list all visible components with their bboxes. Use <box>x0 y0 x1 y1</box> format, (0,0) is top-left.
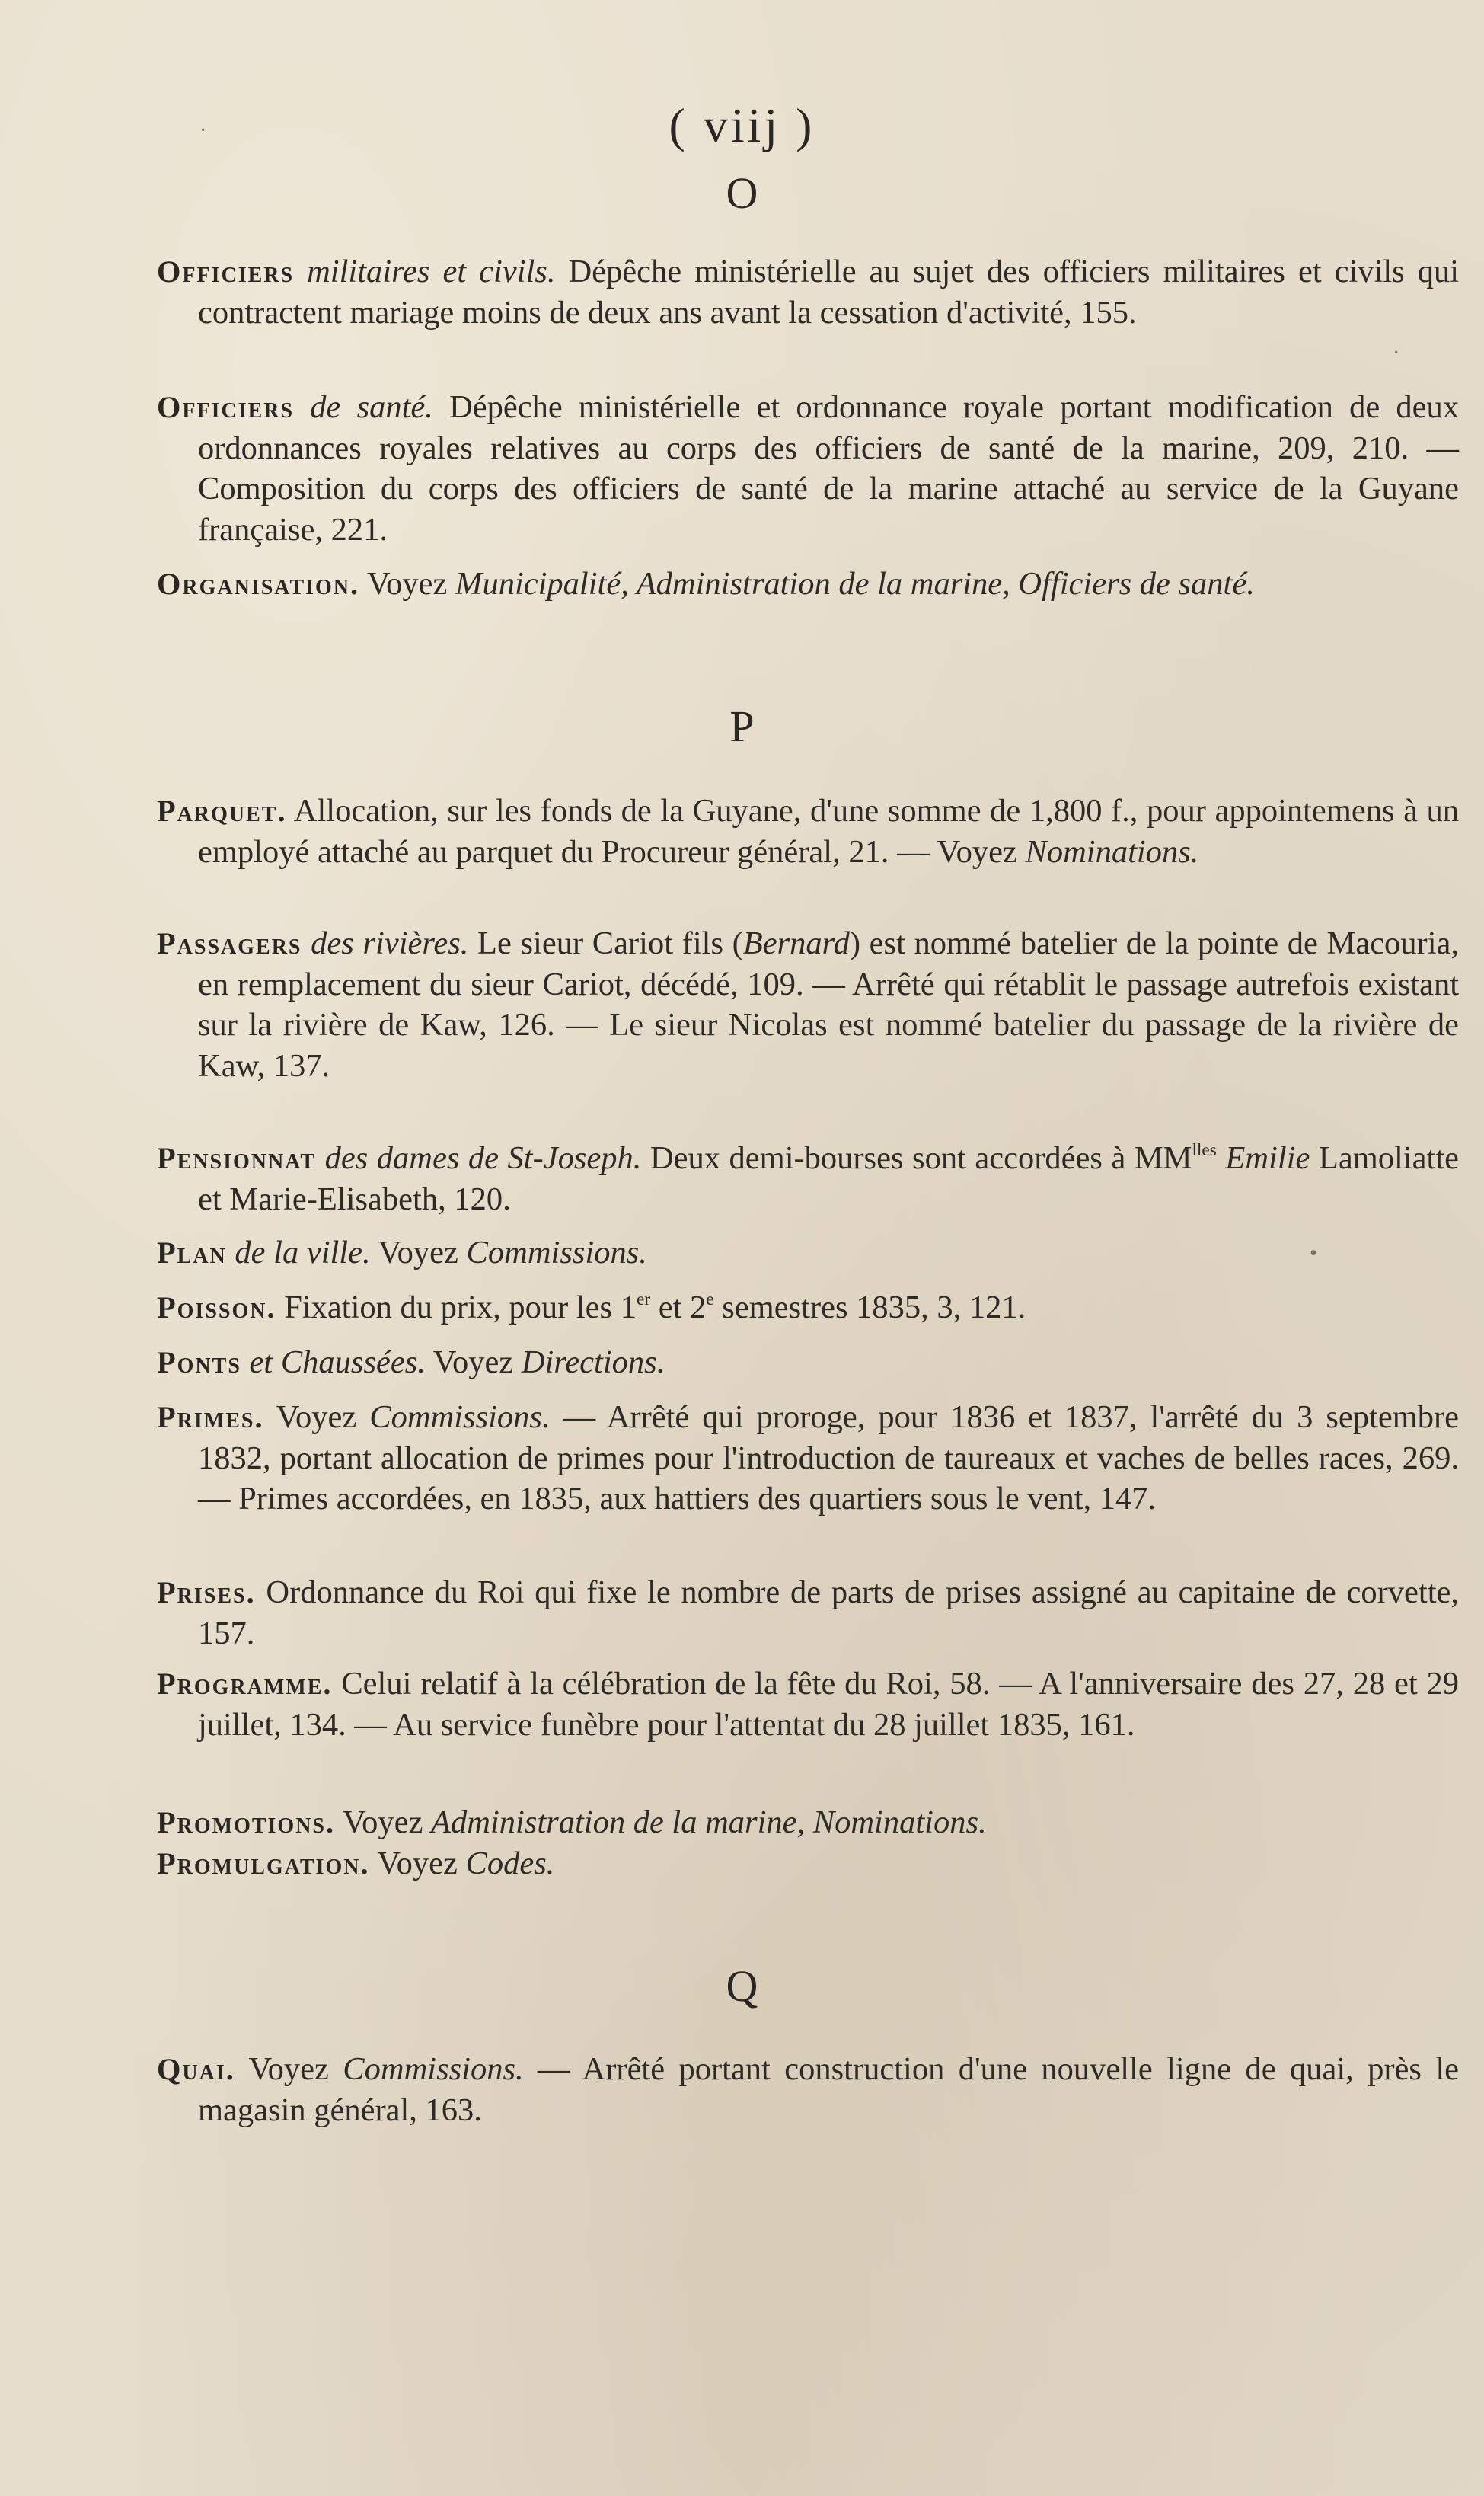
entry-voyez: Voyez <box>366 566 448 602</box>
entry-reference: Nominations. <box>1025 833 1199 870</box>
page-folio: ( viij ) <box>669 98 815 152</box>
entry-superscript: lles <box>1192 1139 1217 1160</box>
index-entry-officiers-militaires <box>157 251 1459 333</box>
entry-reference: Commissions. <box>466 1235 647 1270</box>
stray-dot-mark: · <box>199 119 207 142</box>
entry-reference: Administration de la marine, Nominations. <box>431 1804 987 1840</box>
entry-body: Celui relatif à la célébration de la fête du Roi, 58. — A l'anniversaire des 27, 28 et 29 juillet, 134. — Au service funèbre pour l'attentat du 28 juillet 1835, 161. <box>198 1666 1459 1743</box>
entry-body-cont: ) est nommé batelier de la pointe de Macouria, en remplacement du sieur Cariot, décédé, 109. — Arrêté qui rétablit le passage autrefois existant sur la rivière de Kaw, 126. — Le sieur Nicolas est nommé batelier du passage de la rivière de Kaw, 137. <box>198 925 1460 1084</box>
entry-head: Parquet. <box>157 794 287 828</box>
entry-voyez: Voyez <box>432 1344 514 1380</box>
index-entry-promulgation <box>157 1843 1459 1884</box>
entry-reference: Directions. <box>521 1344 665 1380</box>
index-entry-promotions <box>157 1802 1459 1843</box>
entry-body: Dépêche ministérielle au sujet des officiers militaires et civils qui contractent mariage moins de deux ans avant la cessation d'activité, 155. <box>198 254 1460 331</box>
entry-head: Poisson. <box>157 1290 276 1325</box>
entry-body: Deux demi-bourses sont accordées à MM <box>649 1140 1192 1176</box>
entry-body: Fixation du prix, pour les 1 <box>284 1290 637 1325</box>
entry-head: Officiers <box>157 254 295 289</box>
entry-subhead: des dames de St-Joseph. <box>324 1140 642 1176</box>
entry-voyez: Voyez <box>377 1846 458 1881</box>
entry-subhead: et Chaussées. <box>249 1344 426 1380</box>
entry-superscript: e <box>706 1289 714 1309</box>
entry-head: Plan <box>157 1235 227 1270</box>
entry-reference: Codes. <box>465 1846 555 1881</box>
entry-body-cont: Lamoliatte et Marie-Elisabeth, 120. <box>198 1140 1459 1217</box>
entry-subhead: de la ville. <box>235 1235 371 1270</box>
entry-superscript: er <box>636 1289 651 1309</box>
index-entry-programme <box>157 1663 1459 1745</box>
entry-head: Promotions. <box>157 1805 336 1839</box>
entry-head: Promulgation. <box>157 1846 370 1881</box>
entry-body-cont: et 2 <box>658 1290 707 1325</box>
entry-head: Programme. <box>157 1667 333 1701</box>
index-entry-prises <box>157 1572 1459 1654</box>
entry-body-end: semestres 1835, 3, 121. <box>722 1290 1026 1325</box>
section-letter-p: P <box>729 702 755 751</box>
entry-voyez: Voyez <box>342 1804 423 1840</box>
entry-subhead: des rivières. <box>311 925 469 961</box>
entry-name: Bernard <box>742 925 850 961</box>
entry-name: Emilie <box>1225 1140 1310 1176</box>
entry-head: Prises. <box>157 1575 256 1609</box>
entry-head: Pensionnat <box>157 1141 317 1175</box>
index-entry-pensionnat <box>157 1138 1459 1219</box>
entry-subhead: militaires et civils. <box>307 254 556 289</box>
entry-voyez: Voyez <box>378 1235 458 1270</box>
index-entry-passagers <box>157 923 1459 1086</box>
stray-dot-mark: · <box>1393 341 1400 365</box>
entry-head: Organisation. <box>157 567 360 601</box>
index-entry-primes <box>157 1397 1459 1520</box>
entry-voyez: Voyez <box>248 2051 329 2087</box>
entry-body: Allocation, sur les fonds de la Guyane, d'une somme de 1,800 f., pour appointemens à un employé attaché au parquet du Procureur général, 21. — Voyez <box>198 793 1460 870</box>
entry-voyez: Voyez <box>276 1399 357 1435</box>
entry-reference: Municipalité, Administration de la marine, Officiers de santé. <box>455 566 1255 602</box>
entry-reference: Commissions. <box>343 2051 524 2087</box>
entry-body: — Arrêté portant construction d'une nouvelle ligne de quai, près le magasin général, 163. <box>198 2051 1460 2128</box>
entry-head: Officiers <box>157 390 295 424</box>
index-entry-organisation <box>157 564 1459 605</box>
entry-head: Passagers <box>157 926 302 960</box>
entry-body: Le sieur Cariot fils ( <box>477 925 743 961</box>
section-letter-q: Q <box>726 1961 758 2011</box>
index-entry-poisson <box>157 1287 1459 1328</box>
entry-head: Primes. <box>157 1400 264 1434</box>
entry-body: Ordonnance du Roi qui fixe le nombre de parts de prises assigné au capitaine de corvette, 157. <box>198 1574 1459 1651</box>
entry-subhead: de santé. <box>310 389 433 425</box>
entry-body: — Arrêté qui proroge, pour 1836 et 1837, l'arrêté du 3 septembre 1832, portant allocation de primes pour l'introduction de taureaux et vaches de belles races, 269. — Primes accordées, en 1835, aux hattiers des quartiers sous le vent, 147. <box>198 1399 1460 1516</box>
entry-head: Ponts <box>157 1345 241 1379</box>
section-letter-o: O <box>726 168 758 218</box>
entry-body: Dépêche ministérielle et ordonnance royale portant modification de deux ordonnances royales relatives au corps des officiers de santé de la marine, 209, 210. — Composition du corps des officiers de santé de la marine attaché au service de la Guyane française, 221. <box>198 389 1460 548</box>
entry-reference: Commissions. <box>369 1399 551 1435</box>
index-entry-plan <box>157 1232 1459 1274</box>
index-entry-parquet <box>157 791 1459 872</box>
index-entry-ponts <box>157 1342 1459 1383</box>
index-entry-officiers-sante <box>157 387 1459 550</box>
entry-head: Quai. <box>157 2052 235 2086</box>
index-entry-quai <box>157 2049 1459 2130</box>
stray-dot-mark: • <box>1310 1242 1317 1265</box>
